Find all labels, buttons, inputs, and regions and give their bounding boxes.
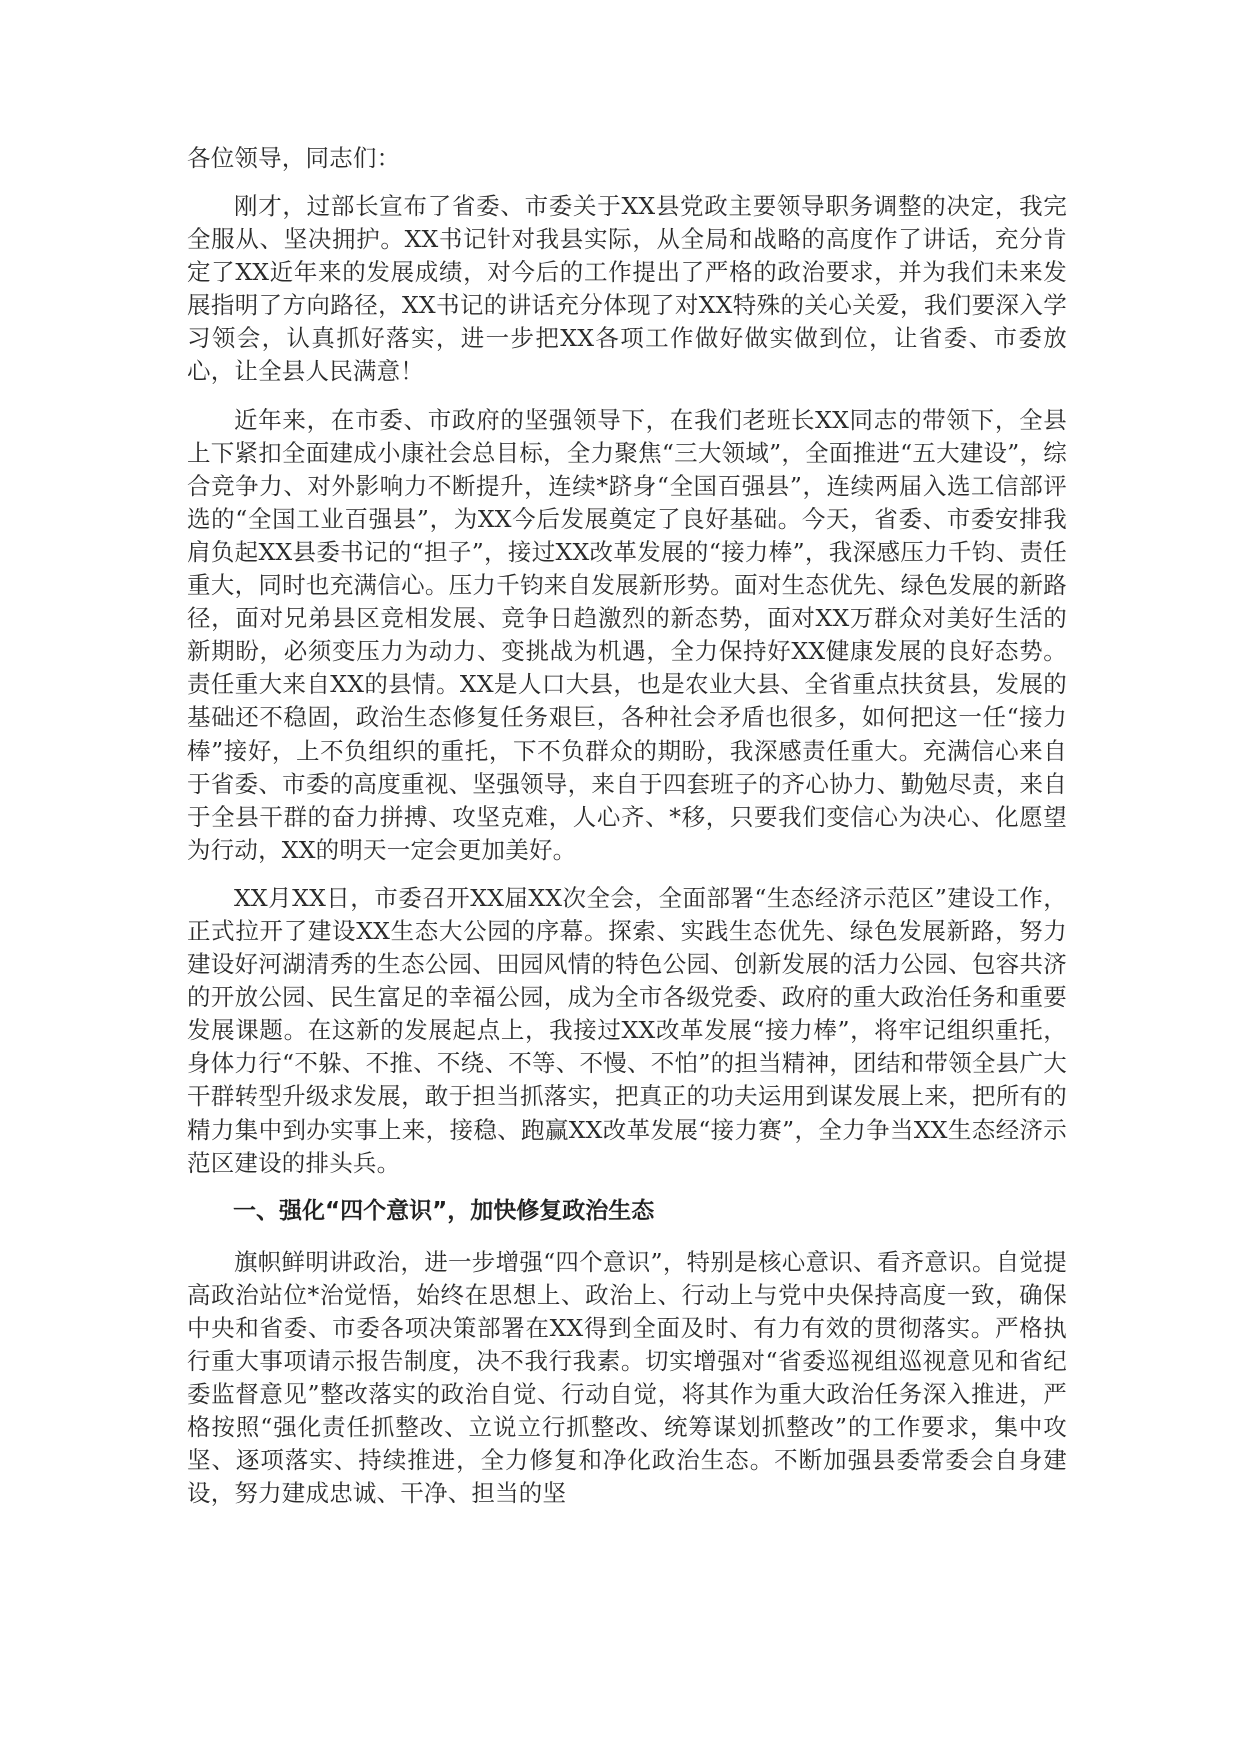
paragraph-opening: 刚才，过部长宣布了省委、市委关于XX县党政主要领导职务调整的决定，我完全服从、坚决拥护。XX书记针对我县实际，从全局和战略的高度作了讲话，充分肯定了XX近年来的发展成绩，对今后的工作提出了严格的政治要求，并为我们未来发展指明了方向路径，XX书记的讲话充分体现了对XX特殊的关心关爱，我们要深入学习领会，认真抓好落实，进一步把XX各项工作做好做实做到位，让省委、市委放心，让全县人民满意！ bbox=[187, 192, 1067, 386]
section-heading-1: 一、强化“四个意识”，加快修复政治生态 bbox=[233, 1197, 655, 1224]
section-1-paragraph: 旗帜鲜明讲政治，进一步增强“四个意识”，特别是核心意识、看齐意识。自觉提高政治站位*治觉悟，始终在思想上、政治上、行动上与党中央保持高度一致，确保中央和省委、市委各项决策部署在XX得到全面及时、有力有效的贯彻落实。严格执行重大事项请示报告制度，决不我行我素。切实增强对“省委巡视组巡视意见和省纪委监督意见”整改落实的政治自觉、行动自觉，将其作为重大政治任务深入推进，严格按照“强化责任抓整改、立说立行抓整改、统筹谋划抓整改”的工作要求，集中攻坚、逐项落实、持续推进，全力修复和净化政治生态。不断加强县委常委会自身建设，努力建成忠诚、干净、担当的坚 bbox=[187, 1247, 1067, 1508]
paragraph-plenary-session: XX月XX日，市委召开XX届XX次全会，全面部署“生态经济示范区”建设工作，正式拉开了建设XX生态大公园的序幕。探索、实践生态优先、绿色发展新路，努力建设好河湖清秀的生态公园、田园风情的特色公园、创新发展的活力公园、包容共济的开放公园、民生富足的幸福公园，成为全市各级党委、政府的重大政治任务和重要发展课题。在这新的发展起点上，我接过XX改革发展“接力棒”，将牢记组织重托，身体力行“不躲、不推、不绕、不等、不慢、不怕”的担当精神，团结和带领全县广大干群转型升级求发展，敢于担当抓落实，把真正的功夫运用到谋发展上来，把所有的精力集中到办实事上来，接稳、跑赢XX改革发展“接力赛”，全力争当XX生态经济示范区建设的排头兵。 bbox=[187, 883, 1067, 1177]
document-page bbox=[187, 142, 1067, 1525]
salutation: 各位领导，同志们： bbox=[187, 144, 401, 172]
paragraph-recent-years: 近年来，在市委、市政府的坚强领导下，在我们老班长XX同志的带领下，全县上下紧扣全面建成小康社会总目标，全力聚焦“三大领域”，全面推进“五大建设”，综合竞争力、对外影响力不断提升，连续*跻身“全国百强县”，连续两届入选工信部评选的“全国工业百强县”，为XX今后发展奠定了良好基础。今天，省委、市委安排我肩负起XX县委书记的“担子”，接过XX改革发展的“接力棒”，我深感压力千钧、责任重大，同时也充满信心。压力千钧来自发展新形势。面对生态优先、绿色发展的新路径，面对兄弟县区竞相发展、竞争日趋激烈的新态势，面对XX万群众对美好生活的新期盼，必须变压力为动力、变挑战为机遇，全力保持好XX健康发展的良好态势。责任重大来自XX的县情。XX是人口大县，也是农业大县、全省重点扶贫县，发展的基础还不稳固，政治生态修复任务艰巨，各种社会矛盾也很多，如何把这一任“接力棒”接好，上不负组织的重托，下不负群众的期盼，我深感责任重大。充满信心来自于省委、市委的高度重视、坚强领导，来自于四套班子的齐心协力、勤勉尽责，来自于全县干群的奋力拼搏、攻坚克难，人心齐、*移，只要我们变信心为决心、化愿望为行动，XX的明天一定会更加美好。 bbox=[187, 405, 1067, 864]
